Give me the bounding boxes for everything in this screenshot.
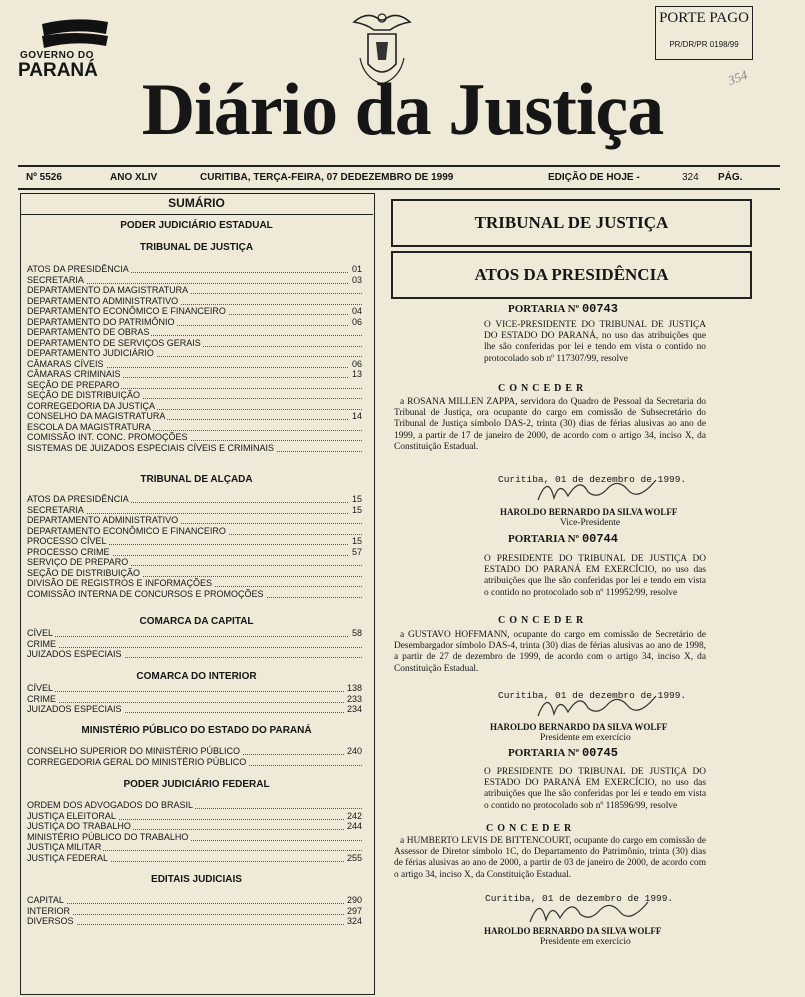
summary-row-label: DEPARTAMENTO ADMINISTRATIVO <box>27 515 179 525</box>
summary-row-page: 324 <box>344 916 362 927</box>
leader-dots <box>27 903 362 904</box>
section-box-tribunal: TRIBUNAL DE JUSTIÇA <box>391 199 752 247</box>
summary-row-label: JUSTIÇA ELEITORAL <box>27 810 116 821</box>
summary-row-page: 04 <box>349 306 362 317</box>
issue-info-bar <box>18 170 780 188</box>
summary-section-heading: EDITAIS JUDICIAIS <box>151 874 242 885</box>
summary-row-page: 06 <box>349 359 362 370</box>
portaria-2-conceder: CONCEDER <box>498 615 588 626</box>
summary-row <box>27 694 362 705</box>
summary-row <box>27 275 362 286</box>
summary-row <box>27 317 362 328</box>
summary-row-page: 290 <box>344 895 362 906</box>
summary-row <box>27 285 362 296</box>
summary-row <box>27 422 362 433</box>
portaria-3-body: a HUMBERTO LEVIS DE BITTENCOURT, ocupante do cargo em comissão de Assessor de Diretor símbolo 1C, do Departamento do Patrimônio, trinta (30) dias de férias alusivas ao ano de 2000, a partir de 03 de janeiro de 2000, de acordo com o artigo 34, inciso X, da Constituição Estadual. <box>394 836 706 880</box>
summary-row-label: COMISSÃO INTERNA DE CONCURSOS E PROMOÇÕES <box>27 588 264 599</box>
summary-row <box>27 746 362 757</box>
summary-subtitle: PODER JUDICIÁRIO ESTADUAL <box>120 220 273 231</box>
postage-title: PORTE PAGO <box>659 10 749 26</box>
portaria-2-signer: HAROLDO BERNARDO DA SILVA WOLFF <box>490 722 668 732</box>
summary-row-page: 15 <box>349 494 362 505</box>
leader-dots <box>27 914 362 915</box>
summary-row-label: ESCOLA DA MAGISTRATURA <box>27 421 151 432</box>
summary-row-label: JUSTIÇA FEDERAL <box>27 852 109 863</box>
summary-title: SUMÁRIO <box>168 196 225 210</box>
summary-row <box>27 380 362 391</box>
summary-row-label: CÂMARAS CÍVEIS <box>27 358 104 369</box>
summary-row <box>27 306 362 317</box>
header-rule-bottom <box>18 188 780 190</box>
summary-row-label: JUSTIÇA DO TRABALHO <box>27 821 131 831</box>
summary-row-label: DEPARTAMENTO ECONÔMICO E FINANCEIRO <box>27 525 226 536</box>
summary-row-label: ATOS DA PRESIDÊNCIA <box>27 494 129 504</box>
summary-row-label: CORREGEDORIA DA JUSTIÇA <box>27 400 156 411</box>
summary-row-label: JUIZADOS ESPECIAIS <box>27 704 122 714</box>
summary-row <box>27 800 362 811</box>
summary-section-heading: TRIBUNAL DE ALÇADA <box>140 474 253 485</box>
summary-row-label: SISTEMAS DE JUIZADOS ESPECIAIS CÍVEIS E CRIMINAIS <box>27 442 275 453</box>
summary-row-page: 03 <box>349 275 362 286</box>
summary-row <box>27 853 362 864</box>
pages-label: PÁG. <box>718 172 743 183</box>
summary-row <box>27 649 362 660</box>
summary-row <box>27 757 362 768</box>
portaria-number: 00743 <box>581 302 618 316</box>
leader-dots <box>27 647 362 648</box>
summary-row <box>27 536 362 547</box>
summary-row <box>27 494 362 505</box>
summary-title-rule <box>20 214 373 215</box>
pages-count: 324 <box>682 172 699 183</box>
portaria-3-signer: HAROLDO BERNARDO DA SILVA WOLFF <box>484 926 662 936</box>
summary-row-label: CAPITAL <box>27 895 64 905</box>
summary-row <box>27 589 362 600</box>
gov-line2: PARANÁ <box>18 60 98 81</box>
summary-row-label: SEÇÃO DE DISTRIBUIÇÃO <box>27 390 141 400</box>
summary-row <box>27 327 362 338</box>
summary-row <box>27 895 362 906</box>
signature-1-icon <box>528 470 668 510</box>
summary-row <box>27 264 362 275</box>
summary-row-label: DEPARTAMENTO ECONÔMICO E FINANCEIRO <box>27 306 226 316</box>
portaria-2-date: Curitiba, 01 de dezembro de 1999. <box>498 690 687 701</box>
summary-row-label: CÍVEL <box>27 628 54 638</box>
section-box-atos: ATOS DA PRESIDÊNCIA <box>391 251 752 299</box>
summary-row-label: DIVERSOS <box>27 916 74 926</box>
summary-row-label: SERVIÇO DE PREPARO <box>27 557 129 567</box>
issue-number: Nº 5526 <box>26 172 62 183</box>
summary-row-label: DIVISÃO DE REGISTROS E INFORMAÇÕES <box>27 578 213 588</box>
summary-section-heading: MINISTÉRIO PÚBLICO DO ESTADO DO PARANÁ <box>81 725 312 736</box>
summary-row <box>27 906 362 917</box>
edition-label: EDIÇÃO DE HOJE - <box>548 172 640 183</box>
portaria-1-body: a ROSANA MILLEN ZAPPA, servidora do Quadro de Pessoal da Secretaria do Tribunal de Justiça, ora ocupante do cargo em comissão de Subsecretário do Tribunal de Justiça símbolo DAS-2, trinta (30) dias de férias alusivas ao ano de 1999, a partir de 17 de janeiro de 2000, de acordo com o artigo 34, inciso X, da Constituição Estadual. <box>394 397 706 452</box>
portaria-2-title <box>508 532 618 546</box>
summary-row <box>27 369 362 380</box>
summary-section-heading: COMARCA DO INTERIOR <box>136 671 257 682</box>
summary-section-heading: TRIBUNAL DE JUSTIÇA <box>139 242 254 253</box>
portaria-3-title <box>508 746 618 760</box>
summary-row <box>27 811 362 822</box>
summary-row-label: DEPARTAMENTO DE SERVIÇOS GERAIS <box>27 337 201 348</box>
summary-row-label: PROCESSO CRIME <box>27 546 110 557</box>
summary-row <box>27 359 362 370</box>
summary-section-heading: COMARCA DA CAPITAL <box>139 616 254 627</box>
summary-row <box>27 338 362 349</box>
summary-row-page: 234 <box>344 704 362 715</box>
summary-row <box>27 821 362 832</box>
summary-row-label: JUIZADOS ESPECIAIS <box>27 649 122 659</box>
portaria-1-date: Curitiba, 01 de dezembro de 1999. <box>498 474 687 485</box>
portaria-3-date: Curitiba, 01 de dezembro de 1999. <box>485 893 674 904</box>
portaria-number: 00744 <box>581 532 618 546</box>
summary-row-label: DEPARTAMENTO DA MAGISTRATURA <box>27 285 189 295</box>
summary-row <box>27 683 362 694</box>
summary-row-label: DEPARTAMENTO DE OBRAS <box>27 327 150 337</box>
issue-year: ANO XLIV <box>110 172 158 183</box>
summary-row-label: SEÇÃO DE DISTRIBUIÇÃO <box>27 567 141 578</box>
page-annotation: 354 <box>725 67 750 88</box>
signature-2-icon <box>528 686 668 726</box>
summary-row <box>27 578 362 589</box>
summary-row-label: CORREGEDORIA GERAL DO MINISTÉRIO PÚBLICO <box>27 756 247 767</box>
portaria-2-body: a GUSTAVO HOFFMANN, ocupante do cargo em comissão de Secretário de Desembargador símbolo DAS-4, trinta (30) dias de férias alusivas ao ano de 1998, a partir de 27 de dezembro de 1999, de acordo com o artigo 34, inciso X, da Constituição Estadual. <box>394 630 706 674</box>
summary-row-page: 06 <box>349 317 362 328</box>
portaria-3-conceder: CONCEDER <box>486 823 576 834</box>
portaria-title-text: PORTARIA Nº <box>508 303 580 315</box>
portaria-2-role: Presidente em exercício <box>540 733 631 743</box>
summary-row-label: SECRETARIA <box>27 274 84 285</box>
summary-row-page: 255 <box>344 853 362 864</box>
summary-row-label: CONSELHO SUPERIOR DO MINISTÉRIO PÚBLICO <box>27 746 241 756</box>
portaria-1-conceder: CONCEDER <box>498 383 588 394</box>
summary-row-label: CÍVEL <box>27 683 54 693</box>
summary-row-page: 58 <box>349 628 362 639</box>
summary-row <box>27 348 362 359</box>
leader-dots <box>27 924 362 925</box>
summary-row-label: CRIME <box>27 638 56 649</box>
summary-row-label: CÂMARAS CRIMINAIS <box>27 369 121 379</box>
summary-row-page: 138 <box>344 683 362 694</box>
portaria-title-text: PORTARIA Nº <box>508 747 580 759</box>
summary-row <box>27 505 362 516</box>
summary-row-page: 01 <box>349 264 362 275</box>
summary-row <box>27 526 362 537</box>
summary-row <box>27 432 362 443</box>
summary-row-page: 15 <box>349 536 362 547</box>
summary-row-page: 57 <box>349 547 362 558</box>
summary-row-page: 244 <box>344 821 362 832</box>
summary-row <box>27 515 362 526</box>
summary-row-label: CONSELHO DA MAGISTRATURA <box>27 411 166 421</box>
portaria-1-signer: HAROLDO BERNARDO DA SILVA WOLFF <box>500 507 678 517</box>
summary-row-page: 297 <box>344 906 362 917</box>
portaria-1-intro: O VICE-PRESIDENTE DO TRIBUNAL DE JUSTIÇA DO ESTADO DO PARANÁ, no uso das atribuições que lhe são conferidas por lei e tendo em vista o contido no protocolado sob nº 117307/99, resolve <box>484 320 706 364</box>
gov-line1: GOVERNO DO <box>20 50 94 61</box>
summary-row-label: JUSTIÇA MILITAR <box>27 842 102 852</box>
summary-row <box>27 842 362 853</box>
portaria-2-intro: O PRESIDENTE DO TRIBUNAL DE JUSTIÇA DO ESTADO DO PARANÁ EM EXERCÍCIO, no uso das atribuições que lhe são conferidas por lei e tendo em vista o contido no protocolado sob nº 119952/99, resolve <box>484 554 706 598</box>
summary-row-label: DEPARTAMENTO ADMINISTRATIVO <box>27 295 179 306</box>
summary-row-label: ORDEM DOS ADVOGADOS DO BRASIL <box>27 800 194 810</box>
summary-row-page: 233 <box>344 694 362 705</box>
summary-row-label: COMISSÃO INT. CONC. PROMOÇÕES <box>27 432 188 442</box>
summary-row <box>27 296 362 307</box>
summary-row <box>27 390 362 401</box>
summary-row <box>27 443 362 454</box>
summary-row-label: PROCESSO CÍVEL <box>27 536 107 546</box>
summary-row-label: SEÇÃO DE PREPARO <box>27 379 120 390</box>
summary-row-page: 14 <box>349 411 362 422</box>
summary-section-heading: PODER JUDICIÁRIO FEDERAL <box>123 779 270 790</box>
summary-row <box>27 628 362 639</box>
summary-row <box>27 568 362 579</box>
summary-row <box>27 832 362 843</box>
summary-row <box>27 704 362 715</box>
summary-row-label: MINISTÉRIO PÚBLICO DO TRABALHO <box>27 831 189 842</box>
portaria-title-text: PORTARIA Nº <box>508 533 580 545</box>
masthead-title: Diário da Justiça <box>141 69 664 151</box>
postage-permit: PR/DR/PR 0198/99 <box>669 40 739 49</box>
summary-row <box>27 547 362 558</box>
leader-dots <box>27 691 362 692</box>
summary-row <box>27 557 362 568</box>
summary-row-page: 15 <box>349 505 362 516</box>
leader-dots <box>27 702 362 703</box>
summary-row-label: DEPARTAMENTO DO PATRIMÔNIO <box>27 316 175 327</box>
summary-row-label: DEPARTAMENTO JUDICIÁRIO <box>27 348 154 358</box>
summary-row-label: CRIME <box>27 693 56 704</box>
summary-row-page: 13 <box>349 369 362 380</box>
portaria-3-intro: O PRESIDENTE DO TRIBUNAL DE JUSTIÇA DO ESTADO DO PARANÁ EM EXERCÍCIO, no uso das atribuições que lhe são conferidas por lei e tendo em vista o contido no protocolado sob nº 118596/99, resolve <box>484 767 706 811</box>
portaria-1-title <box>508 302 618 316</box>
summary-row-page: 242 <box>344 811 362 822</box>
leader-dots <box>27 636 362 637</box>
portaria-3-role: Presidente em exercício <box>540 937 631 947</box>
postage-stamp <box>655 6 753 60</box>
summary-row-label: INTERIOR <box>27 905 71 916</box>
portaria-number: 00745 <box>581 746 618 760</box>
issue-dateline: CURITIBA, TERÇA-FEIRA, 07 DEDEZEMBRO DE 1999 <box>200 172 454 183</box>
portaria-1-role: Vice-Presidente <box>560 518 621 528</box>
summary-row-label: ATOS DA PRESIDÊNCIA <box>27 264 129 274</box>
summary-row <box>27 916 362 927</box>
summary-row-label: SECRETARIA <box>27 504 84 515</box>
summary-row <box>27 639 362 650</box>
summary-row <box>27 401 362 412</box>
summary-row-page: 240 <box>344 746 362 757</box>
summary-row <box>27 411 362 422</box>
header-rule-top <box>18 165 780 167</box>
